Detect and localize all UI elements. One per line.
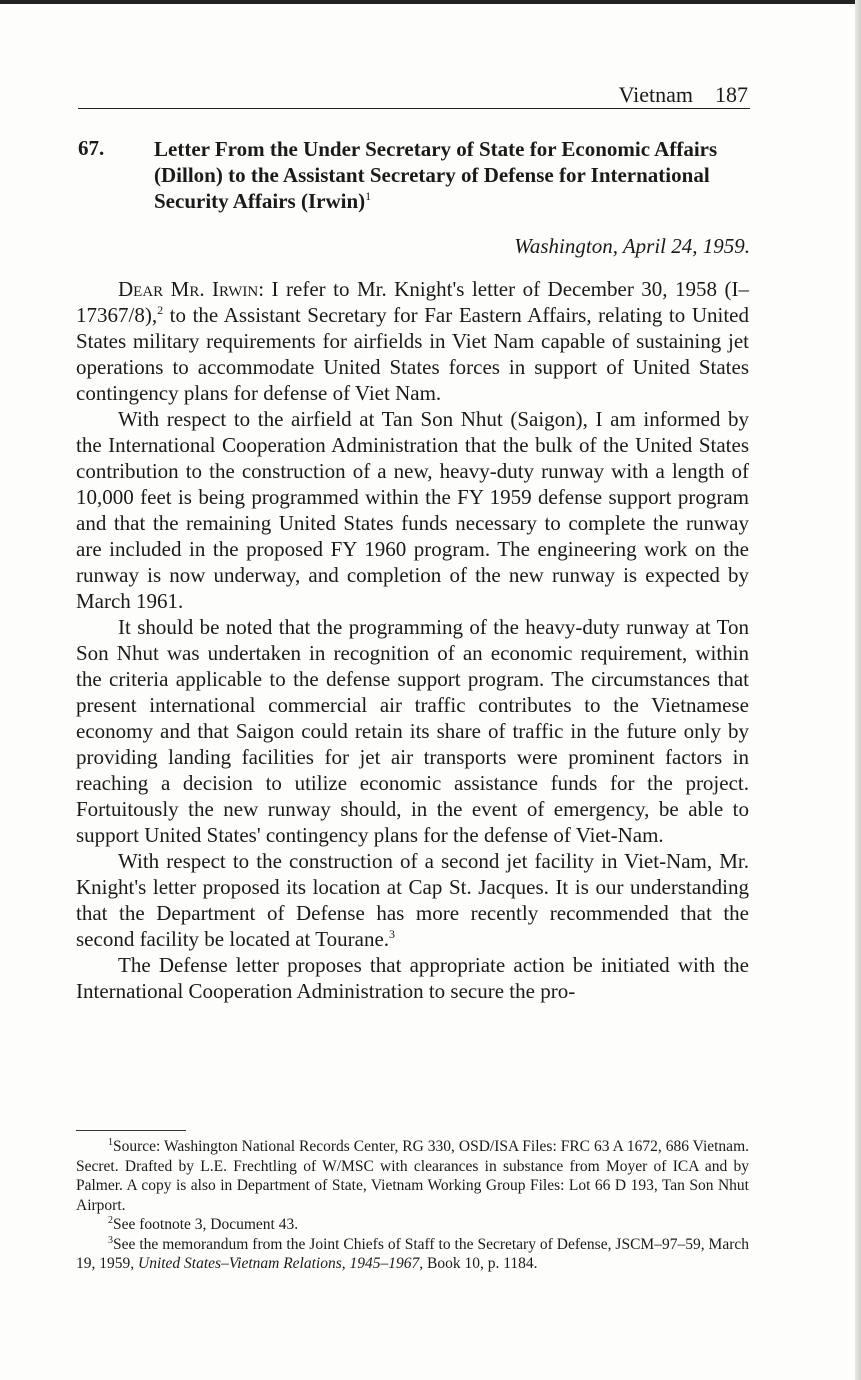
dateline: Washington, April 24, 1959. [514,234,750,258]
paragraph-4 [76,848,749,952]
paragraph-1-text-b: to the Assistant Secretary for Far Eastern Affairs, relating to United States military requirements for airfields in Viet Nam capable of sustaining jet operations to accommodate United States forces in support of United States contingency plans for defense of Viet Nam. [76,303,749,405]
header-right [619,82,748,108]
scan-top-edge [0,0,861,4]
paragraph-3: It should be noted that the programming of the heavy-duty runway at Ton Son Nhut was undertaken in recognition of an economic requirement, within the criteria applicable to the defense support program. The circumstances that present international commercial air traffic contributes to the Vietnamese economy and that Saigon could retain its share of traffic in the future only by providing landing facilities for jet air transports were prominent factors in reaching a decision to utilize economic assistance funds for the project. Fortuitously the new runway should, in the event of emergency, be able to support United States' contingency plans for the defense of Viet-Nam. [76,615,749,847]
paragraph-2: With respect to the airfield at Tan Son Nhut (Saigon), I am informed by the International Cooperation Administration that the bulk of the United States contribution to the construction of a new, heavy-duty runway with a length of 10,000 feet is being programmed within the FY 1959 defense support program and that the remaining United States funds necessary to complete the runway are included in the proposed FY 1960 program. The engineering work on the runway is now underway, and completion of the new runway is expected by March 1961. [76,407,749,613]
letter-body [76,276,749,1004]
footnotes [76,1137,749,1274]
footnote-3-title: United States–Vietnam Relations, 1945–1967, [138,1255,424,1272]
paragraph-5: The Defense letter proposes that appropriate action be initiated with the International Cooperation Administration to secure the pro- [76,953,749,1003]
paragraph-4-text: With respect to the construction of a second jet facility in Viet-Nam, Mr. Knight's letter proposed its location at Cap St. Jacques. It is our understanding that the Department of Defense has more recently recommended that the second facility be located at Tourane. [76,849,749,951]
footnote-ref-1: 1 [365,189,372,203]
salutation: Dear Mr. Irwin: [118,277,265,301]
footnote-2 [76,1215,749,1235]
footnote-1-mark: 1 [108,1136,113,1148]
footnote-ref-2: 2 [157,303,164,317]
document-title [154,136,734,214]
document-title-text: Letter From the Under Secretary of State for Economic Affairs (Dillon) to the Assistant Secretary of Defense for International Security Affairs (Irwin) [154,137,718,213]
footnote-3-mark: 3 [108,1234,113,1246]
running-header [78,80,750,109]
page-number: 187 [715,82,748,107]
document-number: 67. [78,136,105,160]
footnote-1 [76,1137,749,1215]
footnote-ref-3: 3 [389,927,396,941]
footnote-3-text-b: Book 10, p. 1184. [423,1255,538,1272]
footnote-1-text: Source: Washington National Records Center, RG 330, OSD/ISA Files: FRC 63 A 1672, 686 Vietnam. Secret. Drafted by L.E. Frechtling of W/MSC with clearances in substance from Moyer of ICA and by Palmer. A copy is also in Department of State, Vietnam Working Group Files: Lot 66 D 193, Tan Son Nhut Airport. [76,1138,749,1214]
footnote-divider [76,1130,186,1131]
footnote-3-text-a: See the memorandum from the Joint Chiefs of Staff to the Secretary of Defense, JSCM–97–59, March 19, 1959, [76,1235,749,1272]
paragraph-1-text-a: I refer to Mr. Knight's letter of December 30, 1958 (I–17367/8), [76,277,750,327]
scan-right-edge [855,0,861,1380]
footnote-2-text: See footnote 3, Document 43. [113,1216,299,1233]
paragraph-1 [76,276,749,406]
running-header-title: Vietnam [618,82,693,107]
footnote-2-mark: 2 [108,1214,113,1226]
footnote-3 [76,1235,749,1274]
